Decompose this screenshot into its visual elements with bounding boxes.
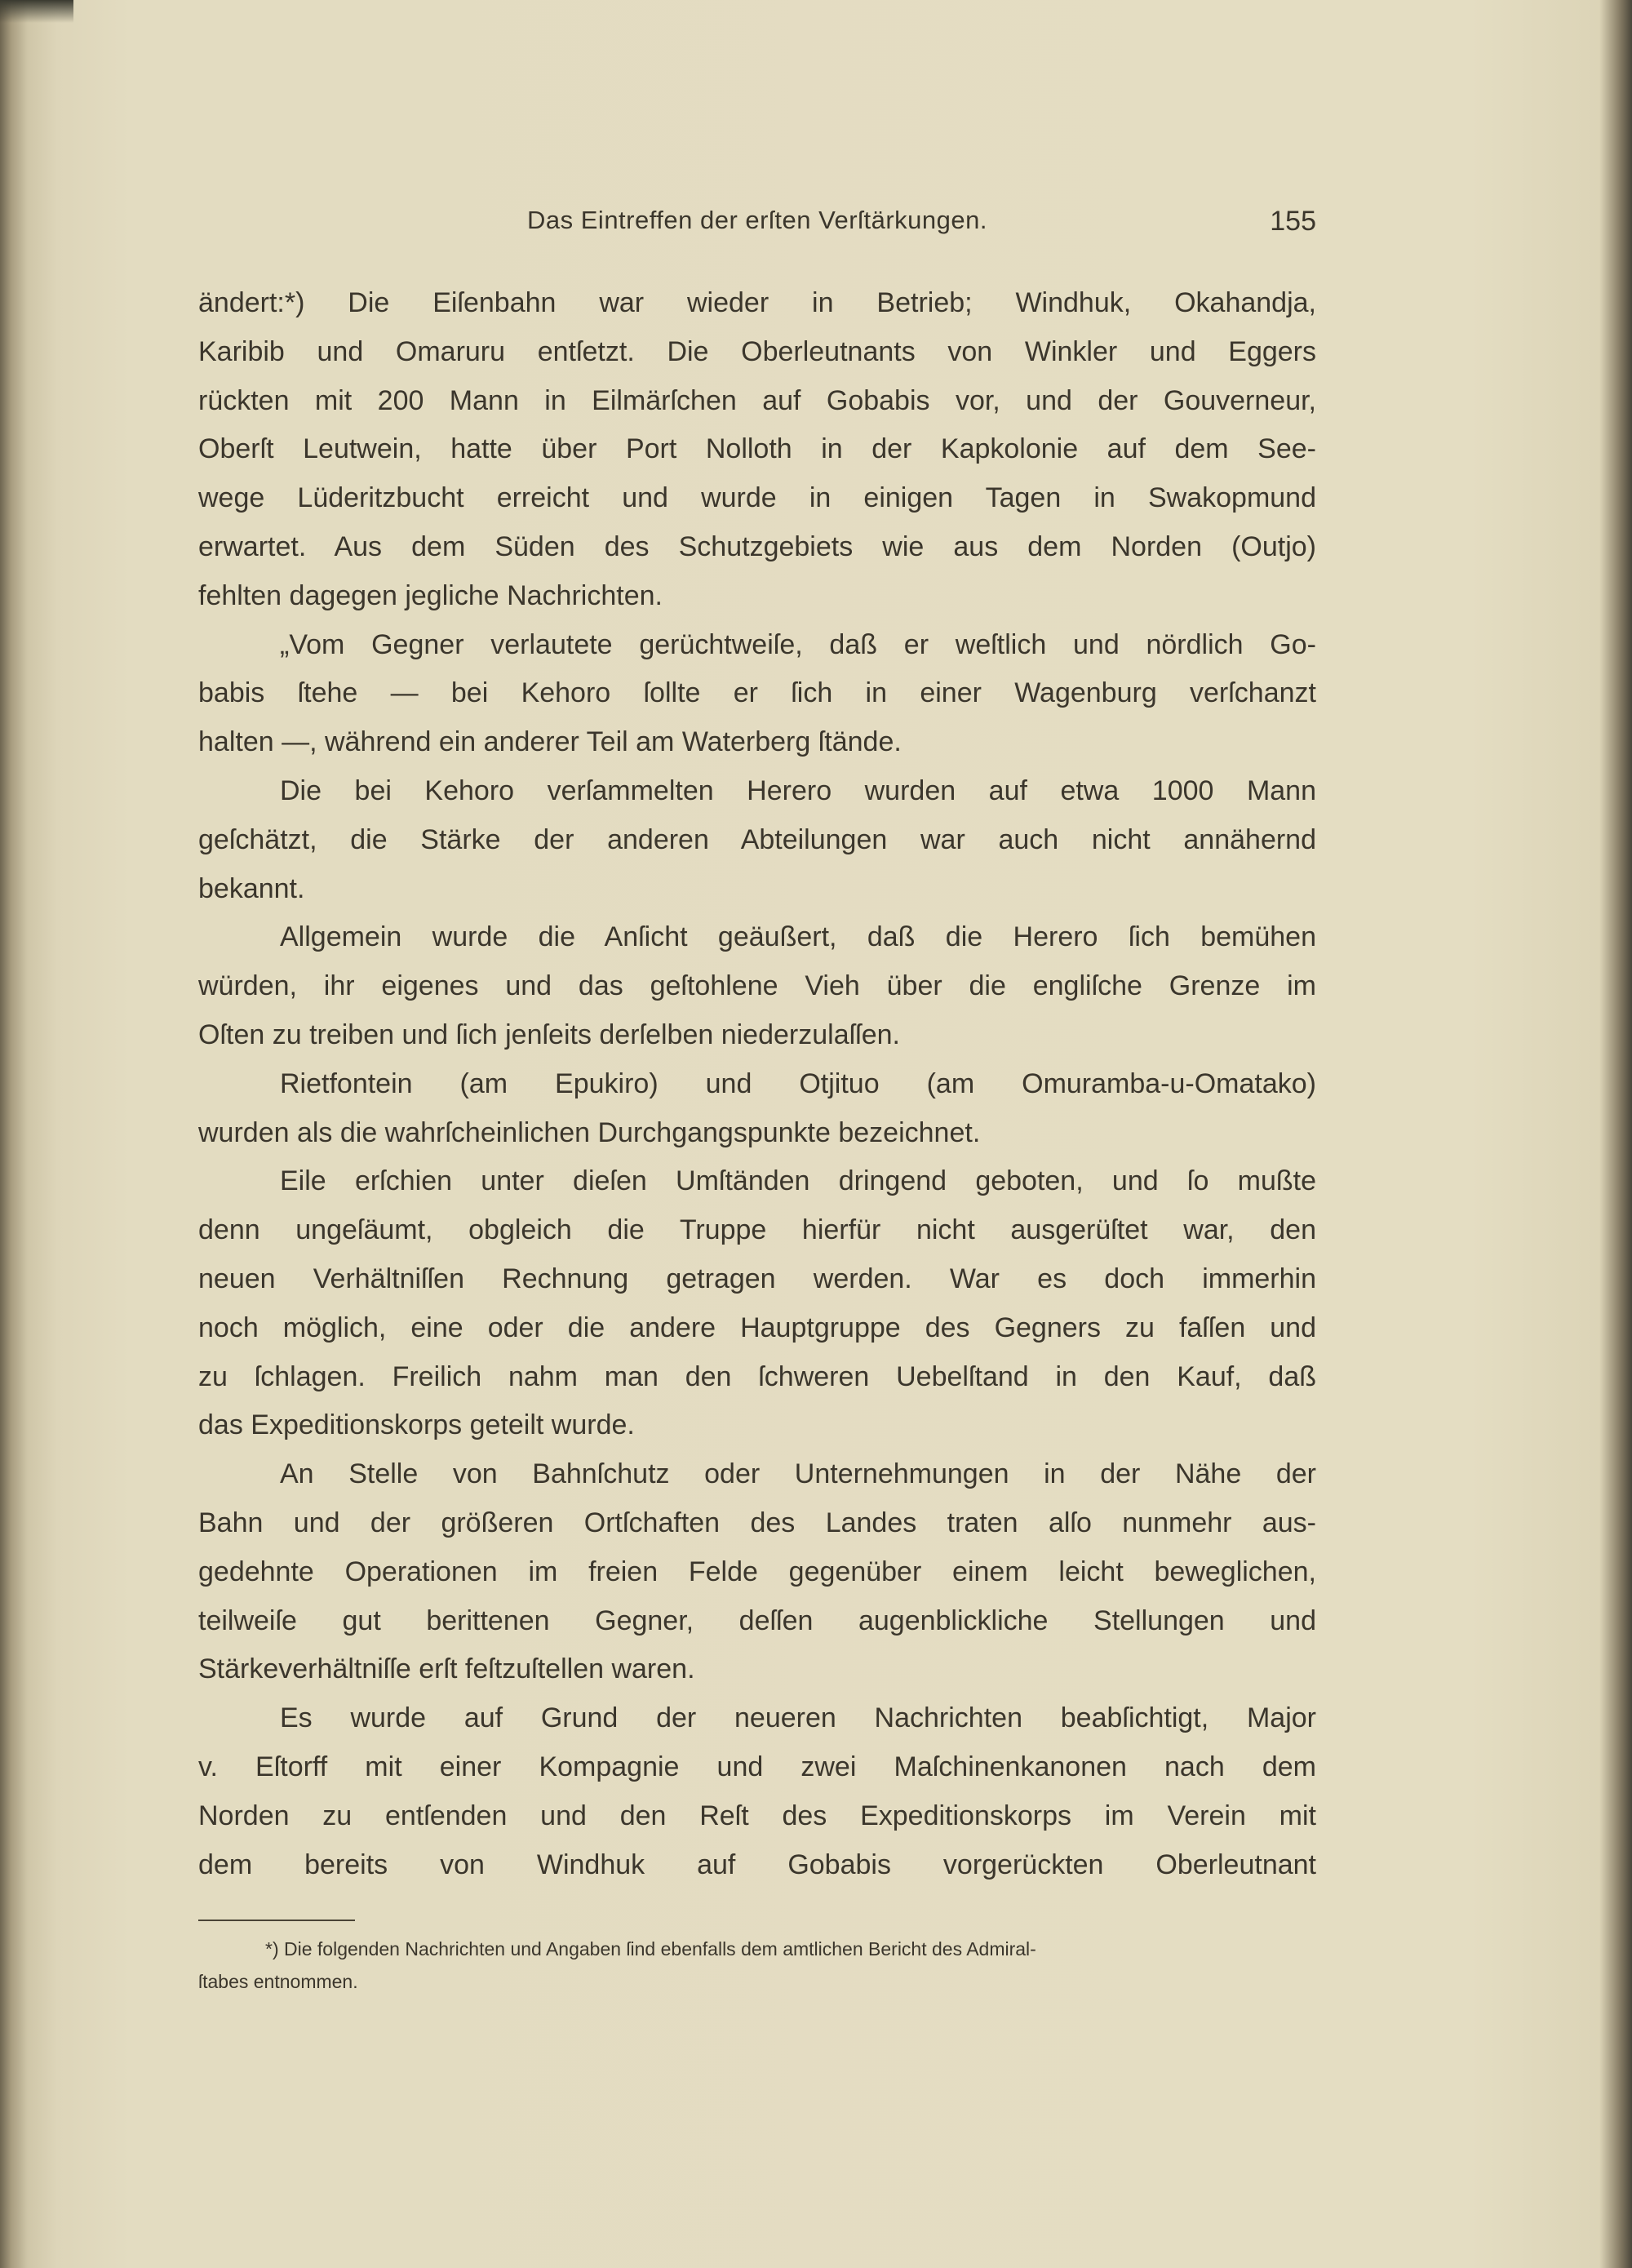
text-line: wurden als die wahrſcheinlichen Durchgangspunkte bezeichnet.	[198, 1116, 981, 1148]
text-line: bekannt.	[198, 872, 305, 904]
text-line: Es wurde auf Grund der neueren Nachrichten beabſichtigt, Major	[280, 1702, 1316, 1734]
text-line: Rietfontein (am Epukiro) und Otjituo (am Omuramba-u-Omatako)	[280, 1067, 1316, 1099]
text-line: erwartet. Aus dem Süden des Schutzgebiets wie aus dem Norden (Outjo)	[198, 530, 1316, 562]
text-line: teilweiſe gut berittenen Gegner, deſſen augenblickliche Stellungen und	[198, 1604, 1316, 1636]
footnote-line: *) Die folgenden Nachrichten und Angaben ſind ebenfalls dem amtlichen Bericht des Admiral-	[265, 1938, 1036, 1960]
text-line: Oſten zu treiben und ſich jenſeits derſelben niederzulaſſen.	[198, 1019, 900, 1050]
text-line: Die bei Kehoro verſammelten Herero wurden auf etwa 1000 Mann	[280, 774, 1316, 806]
text-line: neuen Verhältniſſen Rechnung getragen werden. War es doch immerhin	[198, 1263, 1316, 1294]
text-line: ändert:*) Die Eiſenbahn war wieder in Betrieb; Windhuk, Okahandja,	[198, 287, 1316, 318]
text-line: Oberſt Leutwein, hatte über Port Nolloth in der Kapkolonie auf dem See-	[198, 433, 1316, 465]
running-title: Das Eintreffen der erſten Verſtärkungen.	[527, 206, 987, 234]
text-line: zu ſchlagen. Freilich nahm man den ſchweren Uebelſtand in den Kauf, daß	[198, 1360, 1316, 1392]
text-line: v. Eſtorff mit einer Kompagnie und zwei Maſchinenkanonen nach dem	[198, 1751, 1316, 1782]
text-line: fehlten dagegen jegliche Nachrichten.	[198, 579, 663, 611]
text-line: wege Lüderitzbucht erreicht und wurde in einigen Tagen in Swakopmund	[198, 482, 1316, 514]
text-line: babis ſtehe — bei Kehoro ſollte er ſich in einer Wagenburg verſchanzt	[198, 677, 1316, 709]
text-line: rückten mit 200 Mann in Eilmärſchen auf Gobabis vor, und der Gouverneur,	[198, 384, 1316, 416]
page-header	[198, 206, 1316, 246]
text-line: Bahn und der größeren Ortſchaften des Landes traten alſo nunmehr aus-	[198, 1507, 1316, 1538]
text-line: denn ungeſäumt, obgleich die Truppe hierfür nicht ausgerüſtet war, den	[198, 1214, 1316, 1246]
text-line: Eile erſchien unter dieſen Umſtänden dringend geboten, und ſo mußte	[280, 1165, 1316, 1197]
text-line: würden, ihr eigenes und das geſtohlene Vieh über die engliſche Grenze im	[198, 970, 1316, 1002]
text-line: „Vom Gegner verlautete gerüchtweiſe, daß er weſtlich und nördlich Go-	[280, 628, 1316, 660]
footnote	[198, 1933, 1316, 1998]
text-line: Allgemein wurde die Anſicht geäußert, daß die Herero ſich bemühen	[280, 921, 1316, 953]
text-line: geſchätzt, die Stärke der anderen Abteilungen war auch nicht annähernd	[198, 823, 1316, 855]
text-line: das Expeditionskorps geteilt wurde.	[198, 1409, 635, 1441]
footnote-line: ſtabes entnommen.	[198, 1971, 358, 1992]
body-text	[198, 279, 1316, 1889]
page-number: 155	[1270, 206, 1316, 237]
text-line: dem bereits von Windhuk auf Gobabis vorgerückten Oberleutnant	[198, 1849, 1316, 1880]
text-line: Norden zu entſenden und den Reſt des Expeditionskorps im Verein mit	[198, 1800, 1316, 1831]
text-line: Stärkeverhältniſſe erſt feſtzuſtellen waren.	[198, 1653, 695, 1685]
text-line: halten —, während ein anderer Teil am Waterberg ſtände.	[198, 726, 902, 758]
text-line: gedehnte Operationen im freien Felde gegenüber einem leicht beweglichen,	[198, 1556, 1316, 1587]
text-line: Karibib und Omaruru entſetzt. Die Oberleutnants von Winkler und Eggers	[198, 335, 1316, 367]
binding-shadow	[0, 0, 73, 23]
text-line: noch möglich, eine oder die andere Hauptgruppe des Gegners zu faſſen und	[198, 1312, 1316, 1343]
footnote-rule	[198, 1920, 355, 1921]
text-line: An Stelle von Bahnſchutz oder Unternehmungen in der Nähe der	[280, 1458, 1316, 1490]
